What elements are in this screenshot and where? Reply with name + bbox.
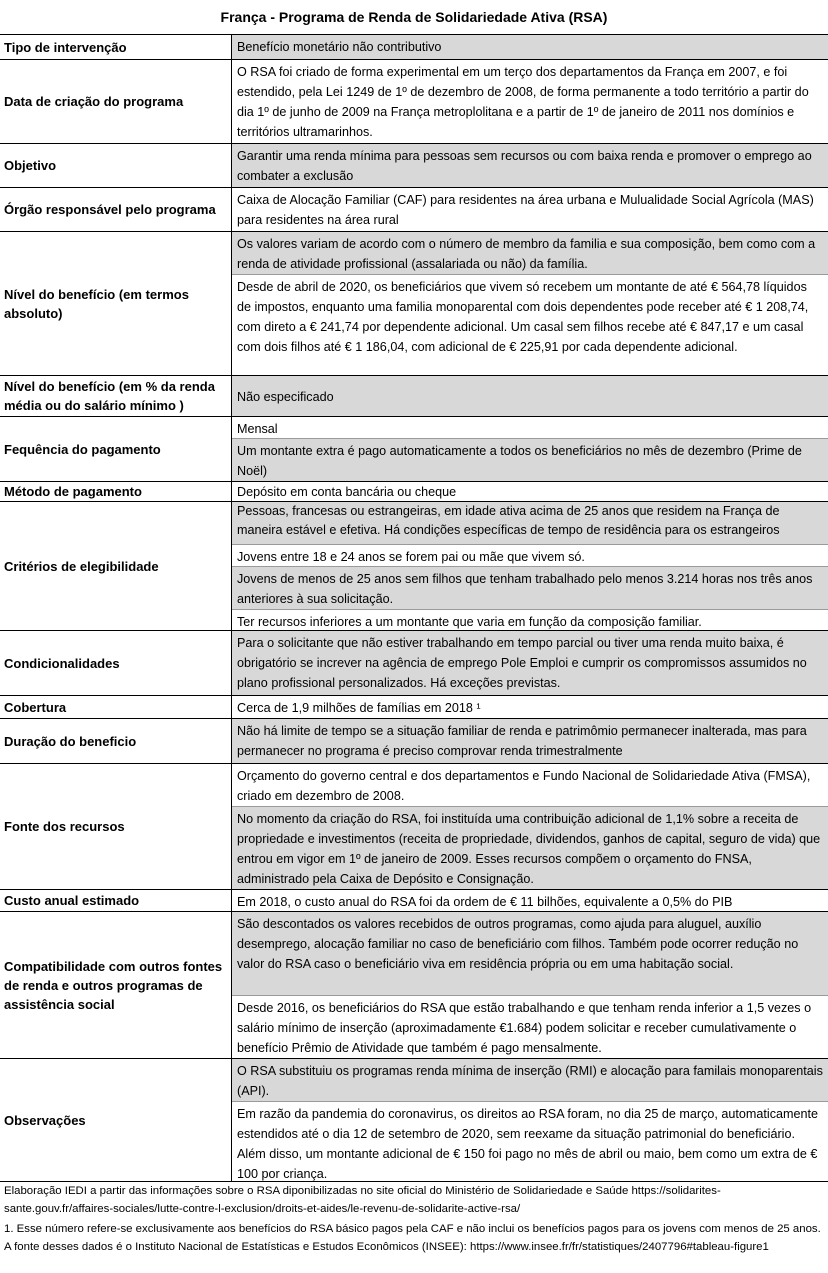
table-row	[0, 416, 828, 481]
prime-text: Um montante extra é pago automaticamente a todos os beneficiários no mês de dezembro (Prime de Noël)	[237, 444, 802, 478]
row-value: Não há limite de tempo se a situação familiar de renda e patrimômio permanecer inalterada, mas para permanecer no programa é preciso comprovar renda trimestralmente	[232, 719, 828, 763]
row-value: Depósito em conta bancária ou cheque	[237, 485, 457, 499]
page-title: França - Programa de Renda de Solidariedade Ativa (RSA)	[220, 9, 608, 25]
row-value: Jovens entre 18 e 24 anos se forem pai ou mãe que vivem só.	[232, 544, 828, 566]
row-value: Caixa de Alocação Familiar (CAF) para residentes na área urbana e Mulualidade Social Agrícola (MAS) para residentes na área rural	[237, 193, 814, 227]
row-value: Não especificado	[232, 376, 828, 416]
footnote-1: 1. Esse número refere-se exclusivamente aos benefícios do RSA básico pagos pela CAF e não inclui os benefícios pagos para os jovens com menos de 25 anos. A fonte desses dados é o Instituto Nacional de Estatísticas e Estudos Econômicos (INSEE): https://www.insee.fr/fr/statistiques/2407796#tableau-figure1	[4, 1223, 821, 1253]
row-value: Desde 2016, os beneficiários do RSA que estão trabalhando e que tenham renda inferior a 1,5 vezes o salário mínimo de inserção (aproximadamente €1.684) podem solicitar e receber cumulativamente o benefício Prêmio de Atividade que também é pago mensalmente.	[232, 995, 828, 1058]
row-label: Órgão responsável pelo programa	[4, 202, 216, 217]
row-label: Objetivo	[4, 158, 57, 173]
table-row	[0, 1058, 828, 1182]
table-row	[0, 59, 828, 143]
table-row	[0, 375, 828, 416]
row-label: Data de criação do programa	[4, 94, 184, 109]
row-value: Benefício monetário não contributivo	[232, 35, 828, 59]
row-value: Pessoas, francesas ou estrangeiras, em idade ativa acima de 25 anos que residem na França de maneira estável e efetiva. Há condições específicas de tempo de residência para os estrangeiros	[232, 502, 828, 544]
table-row	[0, 630, 828, 695]
row-label: Critérios de elegibilidade	[4, 558, 159, 574]
row-label: Nível do benefício (em % da renda média ou do salário mínimo )	[4, 379, 215, 413]
row-value: Cerca de 1,9 milhões de famílias em 2018 ¹	[237, 701, 481, 715]
table-row	[0, 889, 828, 911]
row-value: O RSA foi criado de forma experimental em um terço dos departamentos da França em 2007, e foi estendido, pela Lei 1249 de 1º de dezembro de 2008, de forma permanente a todo território a partir do dia 1º de junho de 2009 na França metroplolitana e a partir de 1º de janeiro de 2011 nos domínios e territórios ultramarinhos.	[237, 65, 809, 139]
row-value: O RSA substituiu os programas renda mínima de inserção (RMI) e alocação para familais monoparentais (API).	[232, 1059, 828, 1101]
row-value: Os valores variam de acordo com o número de membro da familia e sua composição, bem como com a renda de atividade profissional (assalariada ou não) da família.	[232, 232, 828, 274]
table-row	[0, 695, 828, 718]
table-row	[0, 718, 828, 763]
table-row	[0, 187, 828, 231]
table-row	[0, 34, 828, 59]
row-label: Tipo de intervenção	[4, 39, 127, 55]
table-row	[0, 143, 828, 187]
row-value: No momento da criação do RSA, foi instituída uma contribuição adicional de 1,1% sobre a receita de propriedade e investimentos (receita de propriedade, dividendos, ganhos de capital, seguro de vida) que entrou em vigor em 1º de janeiro de 2009. Esses recursos compõem o orçamento do FNSA, administrado pela Caixa de Depósito e Consignação.	[232, 806, 828, 889]
row-label: Compatibilidade com outros fontes de renda e outros programas de assistência social	[4, 958, 223, 1012]
row-label: Fonte dos recursos	[4, 819, 125, 834]
source-note: Elaboração IEDI a partir das informações sobre o RSA diponibilizadas no site oficial do Ministério de Solidariedade e Saúde https://solidarites-sante.gouv.fr/affaires-sociales/lutte-contre-l-exclusion/droits-et-aides/le-revenu-de-solidarite-active-rsa/	[4, 1185, 721, 1215]
row-label: Método de pagamento	[4, 484, 142, 499]
row-value: Em razão da pandemia do coronavirus, os direitos ao RSA foram, no dia 25 de março, automaticamente estendidos até o dia 12 de setembro de 2020, sem reexame da situação patrimonial do beneficiário. Além disso, um montante adicional de € 150 foi pago no mês de abril ou maio, bem como um extra de € 100 por criança.	[232, 1101, 828, 1181]
row-value: Mensal	[237, 422, 278, 436]
row-label: Observações	[4, 1112, 86, 1128]
table-row	[0, 231, 828, 375]
row-value	[232, 438, 828, 481]
row-value: Para o solicitante que não estiver trabalhando em tempo parcial ou tiver uma renda muito baixa, é obrigatório se increver na agência de emprego Pole Emploi e cumprir os compromissos assumidos no plano profissional personalizados. Há exceções previstas.	[232, 631, 828, 695]
row-value: Jovens de menos de 25 anos sem filhos que tenham trabalhado pelo menos 3.214 horas nos três anos anteriores à sua solicitação.	[232, 566, 828, 609]
row-value: Garantir uma renda mínima para pessoas sem recursos ou com baixa renda e promover o emprego ao combater a exclusão	[232, 144, 828, 187]
row-value: Orçamento do governo central e dos departamentos e Fundo Nacional de Solidariedade Ativa (FMSA), criado em dezembro de 2008.	[237, 769, 811, 803]
row-label: Cobertura	[4, 699, 67, 715]
table-row	[0, 763, 828, 889]
row-value: São descontados os valores recebidos de outros programas, como ajuda para aluguel, auxílio desemprego, alocação familiar no caso de beneficiário com filhos. Também pode ocorrer redução no valor do RSA caso o beneficiário viva em residência própria ou em uma habitação social.	[232, 912, 828, 995]
row-value: Desde de abril de 2020, os beneficiários que vivem só recebem um montante de até € 564,78 líquidos de impostos, enquanto uma familia monoparental com dois dependentes pode receber até € 1 208,74, com direto a € 241,74 por dependente adicional. Um casal sem filhos recebe até € 847,17 e um casal com dois filhos até € 1 186,04, com adicional de € 225,91 por cada dependente adicional.	[232, 274, 828, 375]
row-label: Condicionalidades	[4, 655, 120, 671]
table-row	[0, 481, 828, 501]
row-label: Custo anual estimado	[4, 893, 140, 908]
row-label: Fequência do pagamento	[4, 441, 161, 457]
row-label: Duração do beneficio	[4, 733, 137, 749]
row-value: Ter recursos inferiores a um montante que varia em função da composição familiar.	[232, 609, 828, 630]
row-value: Em 2018, o custo anual do RSA foi da ordem de € 11 bilhões, equivalente a 0,5% do PIB	[237, 895, 733, 909]
program-table	[0, 34, 828, 1182]
table-row	[0, 501, 828, 630]
row-label: Nível do benefício (em termos absoluto)	[4, 286, 189, 321]
table-row	[0, 911, 828, 1058]
